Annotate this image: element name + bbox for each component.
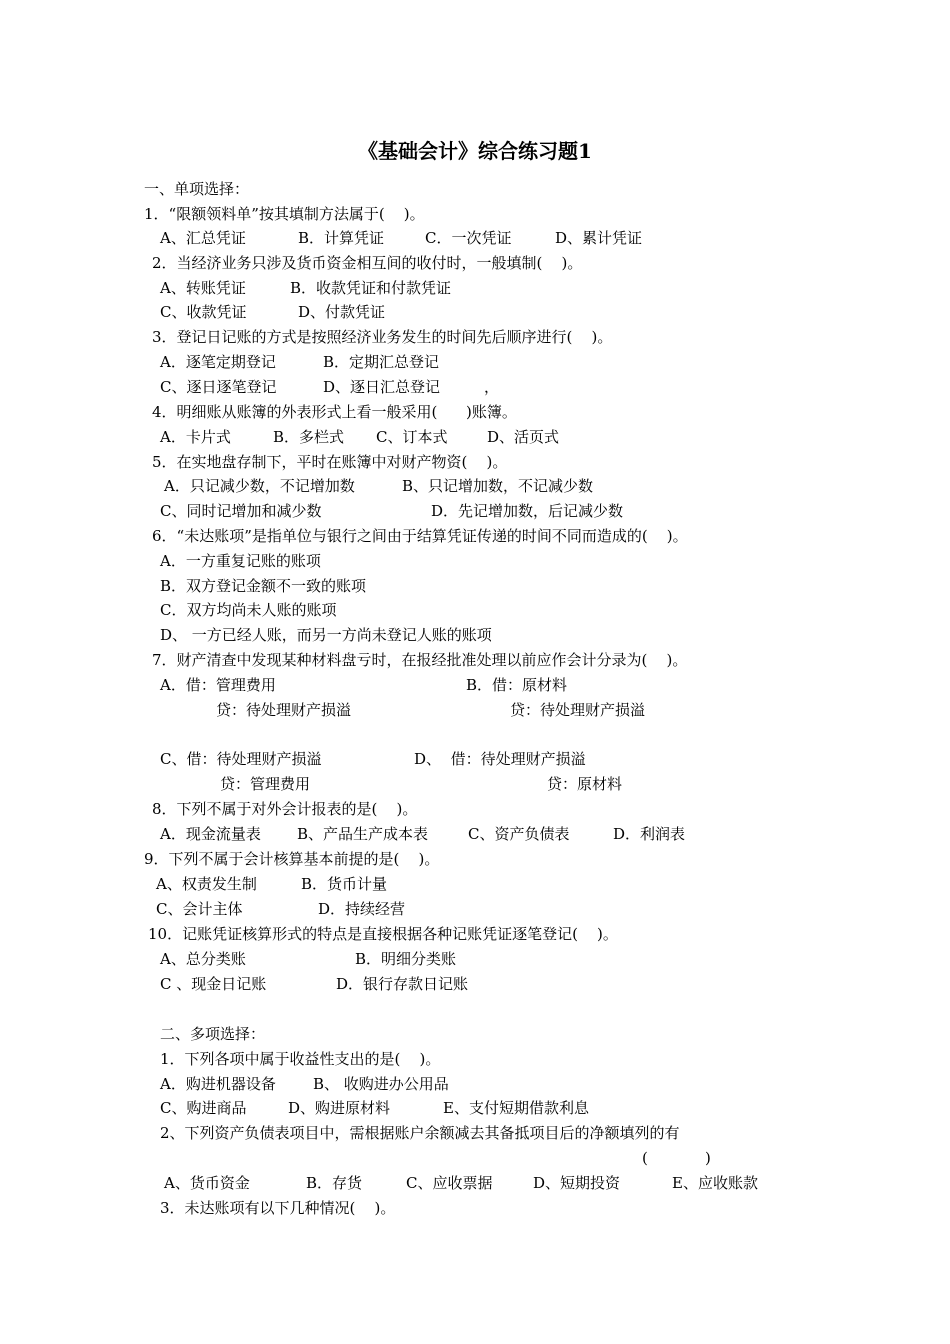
option-b: B．双方登记金额不一致的账项: [160, 577, 367, 595]
option-c: C、应收票据: [406, 1174, 493, 1192]
option-b-credit: 贷：待处理财产损溢: [510, 701, 646, 719]
option-e: E、应收账款: [672, 1174, 758, 1192]
option-e: E、支付短期借款利息: [443, 1099, 589, 1117]
question-stem: 1．“限额领料单”按其填制方法属于( )。: [144, 205, 425, 223]
option-b: B、 收购进办公用品: [313, 1075, 449, 1093]
document-title: 《基础会计》综合练习题1: [358, 139, 592, 163]
option-b: B．多栏式: [273, 428, 345, 446]
option-d: D．先记增加数，后记减少数: [431, 502, 624, 520]
option-a: A、总分类账: [160, 950, 246, 968]
option-a: A、转账凭证: [160, 279, 246, 297]
option-d: D、购进原材料: [288, 1099, 391, 1117]
option-d: D、活页式: [487, 428, 560, 446]
option-a: A、货币资金: [164, 1174, 250, 1192]
option-a-credit: 贷：待处理财产损溢: [216, 701, 352, 719]
question-stem: 7．财产清查中发现某种材料盘亏时，在报经批准处理以前应作会计分录为( )。: [152, 651, 688, 669]
option-d: D、逐日汇总登记: [323, 378, 441, 396]
section-heading: 二、多项选择：: [160, 1025, 266, 1043]
option-a-debit: A．借：管理费用: [160, 676, 276, 694]
option-b-debit: B．借：原材料: [466, 676, 568, 694]
option-a: A．购进机器设备: [160, 1075, 276, 1093]
option-c: C、购进商品: [160, 1099, 247, 1117]
option-b: B．定期汇总登记: [323, 353, 440, 371]
option-a: A．现金流量表: [160, 825, 261, 843]
punctuation-mark: ，: [484, 378, 500, 396]
option-d: D．持续经营: [318, 900, 406, 918]
option-a: A．逐笔定期登记: [160, 353, 276, 371]
question-stem: 10．记账凭证核算形式的特点是直接根据各种记账凭证逐笔登记( )。: [148, 925, 618, 943]
option-d: D、短期投资: [533, 1174, 621, 1192]
option-c: C 、现金日记账: [160, 975, 267, 993]
option-b: B．计算凭证: [298, 229, 385, 247]
option-c: C．一次凭证: [425, 229, 512, 247]
answer-paren-close: ): [705, 1149, 711, 1167]
option-a: A．卡片式: [160, 428, 231, 446]
question-stem: 3．未达账项有以下几种情况( )。: [160, 1199, 396, 1217]
question-stem: 6．“未达账项”是指单位与银行之间由于结算凭证传递的时间不同而造成的( )。: [152, 527, 688, 545]
option-c-credit: 贷：管理费用: [220, 775, 311, 793]
option-a: A、汇总凭证: [160, 229, 246, 247]
question-stem: 2．当经济业务只涉及货币资金相互间的收付时，一般填制( )。: [152, 254, 583, 272]
option-d: D、累计凭证: [555, 229, 643, 247]
option-d: D、付款凭证: [298, 303, 386, 321]
option-d-debit: D、 借：待处理财产损溢: [414, 750, 586, 768]
answer-paren-open: (: [642, 1149, 648, 1167]
option-a: A．一方重复记账的账项: [160, 552, 321, 570]
option-b: B．存货: [306, 1174, 363, 1192]
question-stem: 2、下列资产负债表项目中，需根据账户余额减去其备抵项目后的净额填列的有: [160, 1124, 680, 1142]
section-heading: 一、单项选择：: [144, 180, 250, 198]
option-d: D．银行存款日记账: [336, 975, 469, 993]
option-b: B．货币计量: [301, 875, 388, 893]
question-stem: 4．明细账从账簿的外表形式上看一般采用( )账簿。: [152, 403, 517, 421]
option-b: B、产品生产成本表: [297, 825, 429, 843]
option-c: C、资产负债表: [468, 825, 570, 843]
question-stem: 8．下列不属于对外会计报表的是( )。: [152, 800, 418, 818]
option-a: A、权责发生制: [156, 875, 257, 893]
option-b: B、只记增加数，不记减少数: [402, 477, 594, 495]
option-b: B．明细分类账: [355, 950, 457, 968]
option-c: C、会计主体: [156, 900, 243, 918]
option-c-debit: C、借：待处理财产损溢: [160, 750, 322, 768]
option-c: C、订本式: [376, 428, 448, 446]
question-stem: 3．登记日记账的方式是按照经济业务发生的时间先后顺序进行( )。: [152, 328, 613, 346]
question-stem: 5．在实地盘存制下，平时在账簿中对财产物资( )。: [152, 453, 508, 471]
option-c: C．双方均尚未人账的账项: [160, 601, 337, 619]
option-c: C、同时记增加和减少数: [160, 502, 322, 520]
question-stem: 9．下列不属于会计核算基本前提的是( )。: [144, 850, 440, 868]
question-stem: 1．下列各项中属于收益性支出的是( )。: [160, 1050, 441, 1068]
option-d: D、 一方已经人账，而另一方尚未登记人账的账项: [160, 626, 492, 644]
option-d: D．利润表: [613, 825, 686, 843]
option-d-credit: 贷：原材料: [547, 775, 623, 793]
option-a: A．只记减少数，不记增加数: [164, 477, 355, 495]
option-c: C、收款凭证: [160, 303, 247, 321]
option-c: C、逐日逐笔登记: [160, 378, 277, 396]
option-b: B．收款凭证和付款凭证: [290, 279, 452, 297]
